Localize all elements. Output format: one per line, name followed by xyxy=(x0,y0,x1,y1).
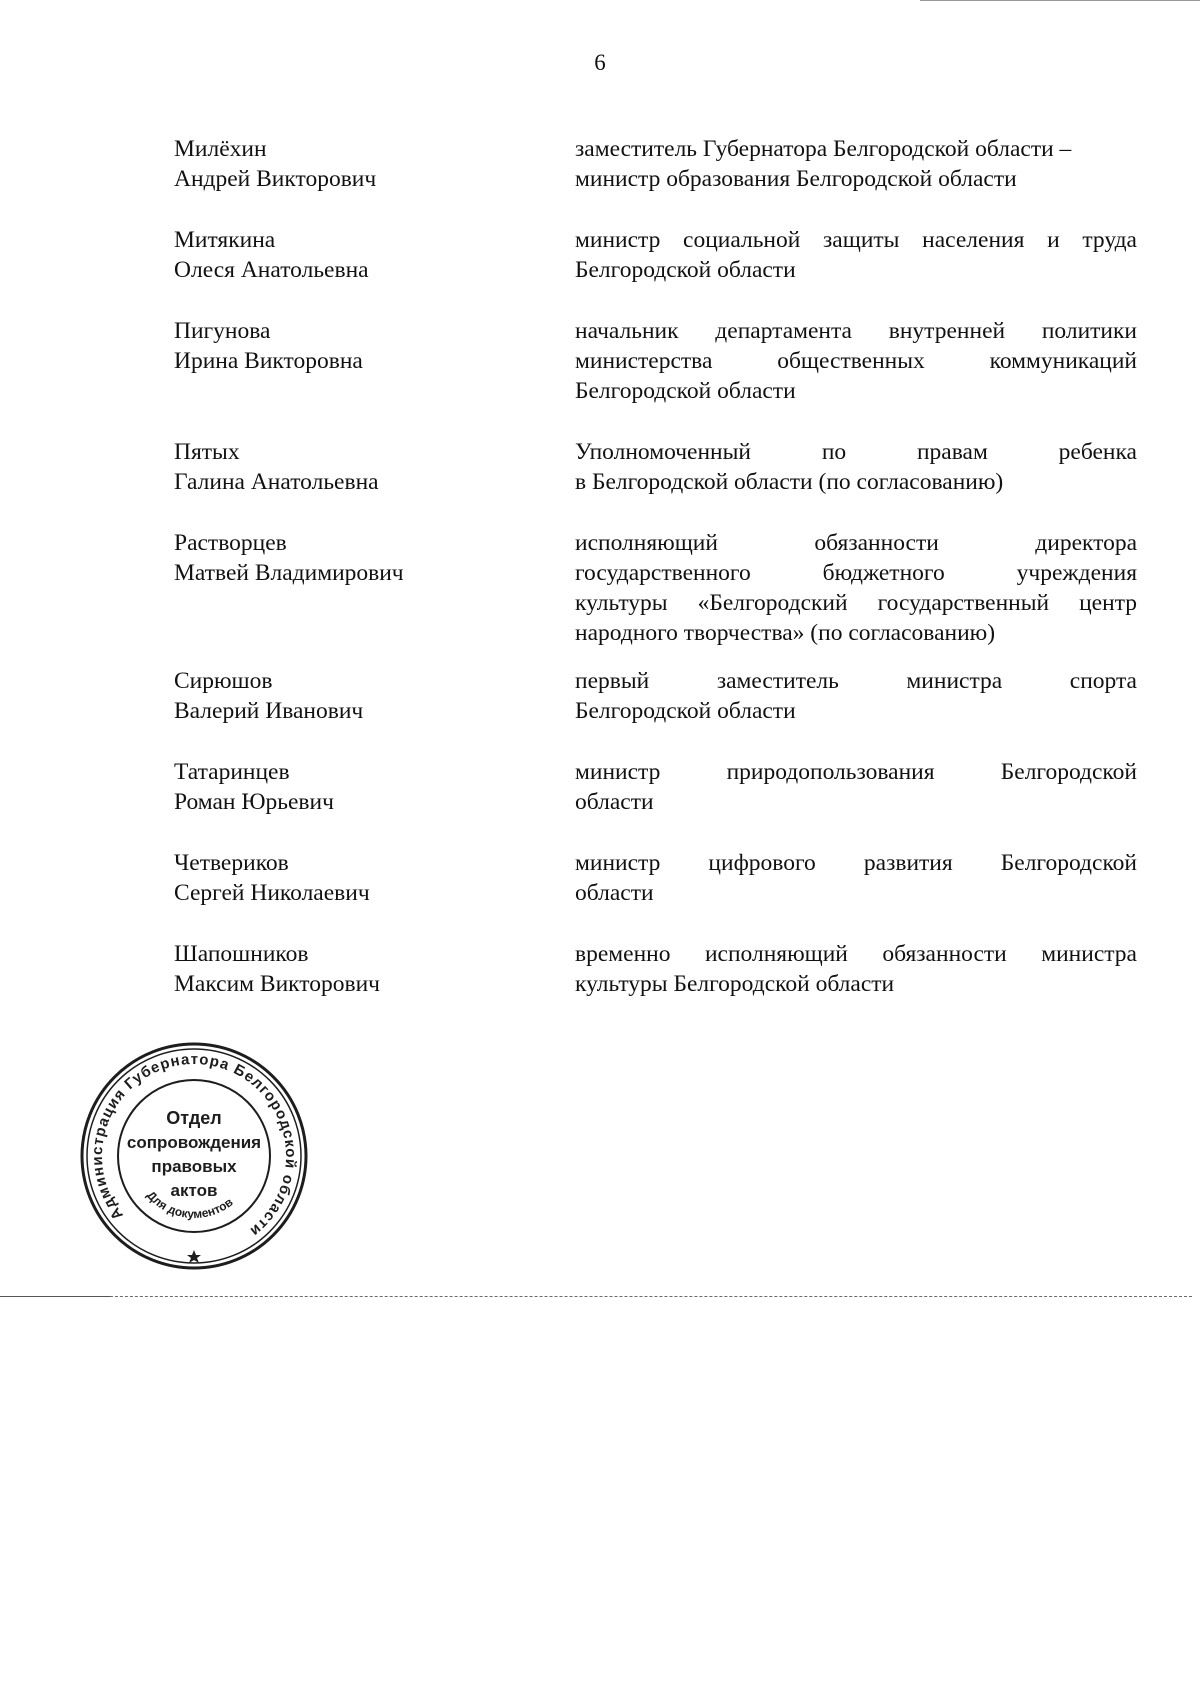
member-surname: Митякина xyxy=(174,227,276,253)
member-position xyxy=(575,939,1137,999)
position-line: первый заместитель министра спорта xyxy=(575,668,1137,694)
member-given-name: Роман Юрьевич xyxy=(174,789,334,815)
position-line: Уполномоченный по правам ребенка xyxy=(575,439,1137,465)
member-surname: Сирюшов xyxy=(174,668,273,694)
member-surname: Татаринцев xyxy=(174,759,290,785)
position-line: министерства общественных коммуникаций xyxy=(575,348,1137,374)
member-position xyxy=(575,848,1137,908)
member-given-name: Галина Анатольевна xyxy=(174,469,379,495)
position-line: культуры «Белгородский государственный центр xyxy=(575,590,1137,616)
member-surname: Растворцев xyxy=(174,530,287,556)
position-line: области xyxy=(575,880,654,906)
seal-outer-text: Администрация Губернатора Белгородской области xyxy=(88,1050,300,1241)
member-given-name: Андрей Викторович xyxy=(174,166,377,192)
member-position xyxy=(575,757,1137,817)
member-position xyxy=(575,528,1137,648)
member-name xyxy=(174,666,534,726)
member-given-name: Олеся Анатольевна xyxy=(174,257,369,283)
member-surname: Шапошников xyxy=(174,941,309,967)
member-surname: Пятых xyxy=(174,439,240,465)
position-line: государственного бюджетного учреждения xyxy=(575,560,1137,586)
member-position xyxy=(575,225,1137,285)
seal-center-line: Отдел xyxy=(166,1108,222,1128)
page-bottom-divider xyxy=(0,1296,1192,1297)
position-line: временно исполняющий обязанности министра xyxy=(575,941,1137,967)
seal-center-line: актов xyxy=(170,1181,218,1200)
position-line: начальник департамента внутренней политики xyxy=(575,318,1137,344)
position-line: области xyxy=(575,789,654,815)
member-given-name: Матвей Владимирович xyxy=(174,560,404,586)
position-line: Белгородской области xyxy=(575,378,796,404)
position-line: министр социальной защиты населения и труда xyxy=(575,227,1137,253)
seal-center-line: правовых xyxy=(151,1157,237,1176)
member-surname: Пигунова xyxy=(174,318,271,344)
member-position xyxy=(575,437,1137,497)
top-edge-line xyxy=(920,0,1200,1)
member-name xyxy=(174,528,534,588)
member-position xyxy=(575,316,1137,406)
position-line: министр цифрового развития Белгородской xyxy=(575,850,1137,876)
member-name xyxy=(174,225,534,285)
member-given-name: Валерий Иванович xyxy=(174,698,364,724)
position-line: в Белгородской области (по согласованию) xyxy=(575,469,1004,495)
position-line: министр образования Белгородской области xyxy=(575,166,1017,192)
member-name xyxy=(174,757,534,817)
position-line: исполняющий обязанности директора xyxy=(575,530,1137,556)
position-line: заместитель Губернатора Белгородской области – xyxy=(575,136,1072,162)
member-given-name: Ирина Викторовна xyxy=(174,348,363,374)
member-given-name: Сергей Николаевич xyxy=(174,880,370,906)
member-position xyxy=(575,666,1137,726)
member-surname: Милёхин xyxy=(174,136,267,162)
seal-star-icon xyxy=(187,1250,201,1263)
official-seal xyxy=(78,1040,310,1272)
position-line: министр природопользования Белгородской xyxy=(575,759,1137,785)
member-given-name: Максим Викторович xyxy=(174,971,380,997)
member-name xyxy=(174,316,534,376)
position-line: Белгородской области xyxy=(575,257,796,283)
seal-center-line: сопровождения xyxy=(126,1133,262,1152)
seal-inner-text: Для документов xyxy=(143,1188,236,1222)
member-name xyxy=(174,134,534,194)
position-line: культуры Белгородской области xyxy=(575,971,895,997)
member-surname: Четвериков xyxy=(174,850,289,876)
member-name xyxy=(174,848,534,908)
member-name xyxy=(174,437,534,497)
page-number: 6 xyxy=(594,50,606,75)
position-line: народного творчества» (по согласованию) xyxy=(575,620,996,646)
member-name xyxy=(174,939,534,999)
member-position xyxy=(575,134,1137,194)
page-bottom-divider-solid xyxy=(0,1296,110,1297)
position-line: Белгородской области xyxy=(575,698,796,724)
